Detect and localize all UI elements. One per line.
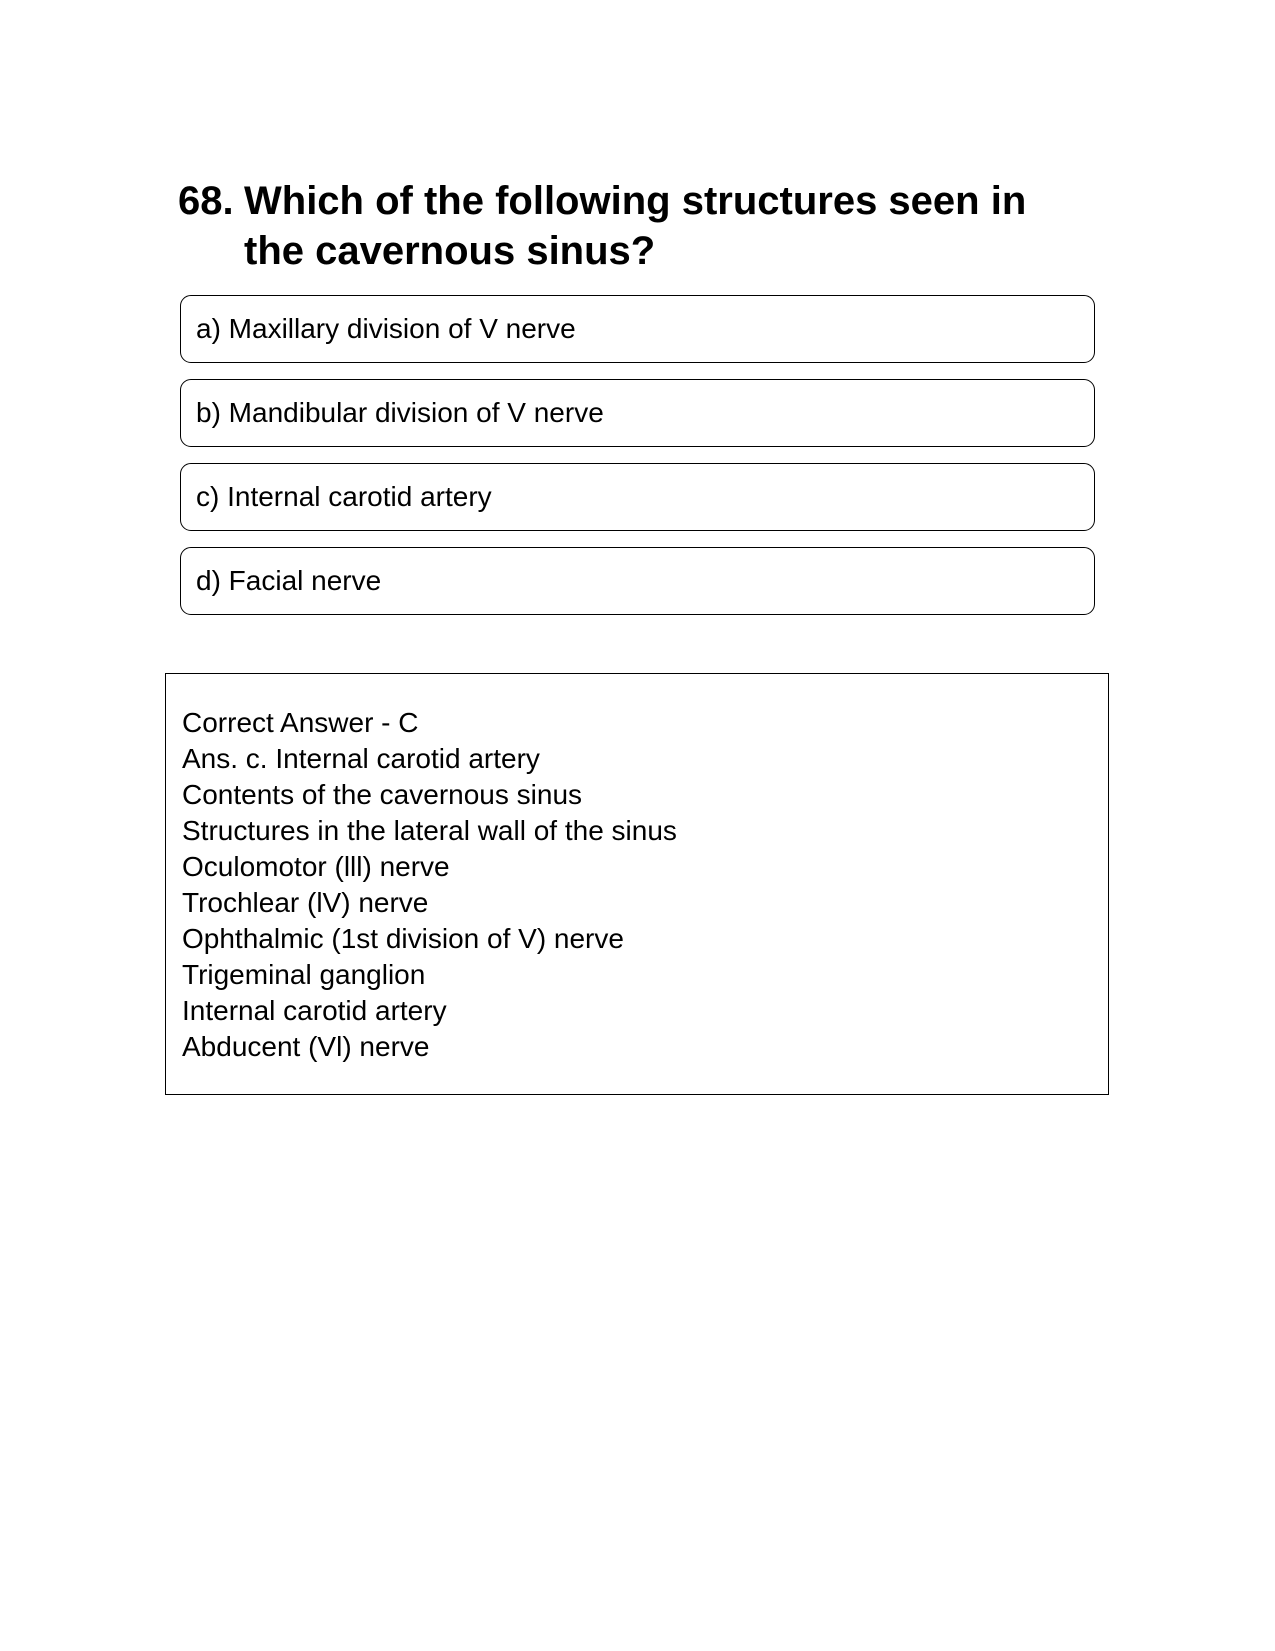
question-heading [178, 176, 1078, 276]
explanation-line: Contents of the cavernous sinus [182, 779, 583, 810]
explanation-line: Oculomotor (lll) nerve [182, 851, 450, 882]
explanation-line: Ophthalmic (1st division of V) nerve [182, 923, 624, 954]
correct-answer-line: Correct Answer - C [182, 707, 419, 738]
explanation-line: Trochlear (lV) nerve [182, 887, 429, 918]
option-a[interactable]: a) Maxillary division of V nerve [180, 295, 1095, 363]
option-d[interactable]: d) Facial nerve [180, 547, 1095, 615]
answer-detail-line: Ans. c. Internal carotid artery [182, 743, 540, 774]
answer-options [180, 295, 1095, 631]
answer-explanation-box [165, 673, 1109, 1095]
explanation-line: Internal carotid artery [182, 995, 447, 1026]
option-c[interactable]: c) Internal carotid artery [180, 463, 1095, 531]
question-text: Which of the following structures seen in the cavernous sinus? [244, 179, 1027, 273]
question-number: 68. [178, 179, 234, 223]
explanation-line: Abducent (Vl) nerve [182, 1031, 430, 1062]
explanation-line: Structures in the lateral wall of the sinus [182, 815, 677, 846]
option-b[interactable]: b) Mandibular division of V nerve [180, 379, 1095, 447]
explanation-line: Trigeminal ganglion [182, 959, 426, 990]
